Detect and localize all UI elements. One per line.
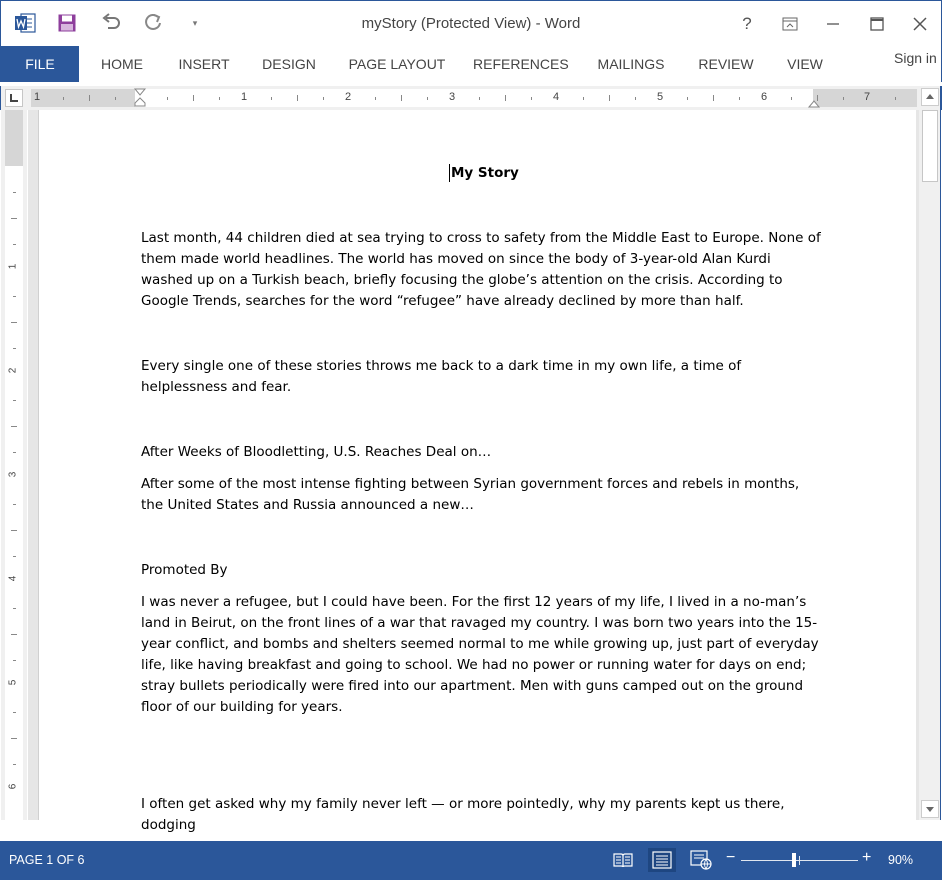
ruler-tick (635, 97, 636, 100)
read-mode-icon[interactable] (609, 848, 637, 872)
vertical-ruler-top-margin (5, 110, 23, 166)
vertical-ruler-tick (11, 426, 17, 427)
paragraph: Every single one of these stories throws me back to a dark time in my own life, a time of helplessness and fear. (141, 358, 742, 395)
ruler-number: 7 (864, 91, 871, 103)
vertical-ruler-tick (13, 244, 16, 245)
zoom-slider-thumb[interactable] (792, 853, 796, 867)
ruler-tick (427, 97, 428, 100)
left-tab-icon (10, 94, 18, 102)
tab-file[interactable]: FILE (1, 46, 79, 82)
ruler-left-margin (31, 89, 135, 107)
tab-design[interactable]: DESIGN (262, 56, 316, 72)
document-title: My Story (451, 165, 519, 181)
word-logo-icon[interactable] (12, 10, 38, 36)
vertical-ruler[interactable] (1, 110, 27, 820)
ruler-tick (739, 97, 740, 100)
ruler-tick (479, 97, 480, 100)
tab-mailings[interactable]: MAILINGS (597, 56, 665, 72)
ruler-tick (609, 95, 610, 101)
ruler-tick (219, 97, 220, 100)
ruler-tick (193, 95, 194, 101)
vertical-ruler-tick (11, 322, 17, 323)
title-bar (0, 0, 942, 46)
vertical-ruler-number: 5 (7, 679, 19, 686)
tab-view[interactable]: VIEW (787, 56, 823, 72)
web-layout-icon[interactable] (687, 848, 715, 872)
ruler-tick (375, 97, 376, 100)
print-layout-icon[interactable] (648, 848, 676, 872)
vertical-ruler-tick (13, 556, 16, 557)
ruler-number: 1 (241, 91, 248, 103)
ruler-tick (817, 95, 818, 101)
paragraph: After some of the most intense fighting between Syrian government forces and rebels in months, the United States and Russia announced a new… (141, 476, 800, 513)
paragraph: I often get asked why my family never left — or more pointedly, why my parents kept us there, dodging (141, 796, 785, 833)
ruler-number: 5 (657, 91, 664, 103)
ruler-tick (505, 95, 506, 101)
ruler-tick (531, 97, 532, 100)
ruler-tick (323, 97, 324, 100)
chevron-up-icon (926, 94, 934, 99)
document-canvas (28, 110, 919, 833)
ruler-number: 3 (449, 91, 456, 103)
customize-toolbar-icon[interactable]: ▾ (192, 17, 198, 28)
ruler-tick (297, 95, 298, 101)
tab-stop-selector[interactable] (5, 89, 23, 107)
paragraph: Promoted By (141, 562, 228, 578)
tab-review[interactable]: REVIEW (698, 56, 754, 72)
undo-icon[interactable] (98, 10, 124, 36)
vertical-ruler-number: 6 (7, 783, 19, 790)
vertical-ruler-number: 2 (7, 367, 19, 374)
maximize-icon[interactable] (862, 11, 892, 37)
paragraph: After Weeks of Bloodletting, U.S. Reaches Deal on… (141, 444, 492, 460)
paragraph: I was never a refugee, but I could have been. For the first 12 years of my life, I lived in a no-man’s land in Beirut, on the front lines of a war that ravaged my country. I was born two years into the 15-year conflict, and bombs and shelters seemed normal to me while growing up, just part of everyday life, like having breakfast and going to school. We had no power or running water for days on end; stray bullets periodically were fired into our apartment. Men with guns camped out on the ground floor of our building for years. (141, 594, 819, 715)
vertical-ruler-tick (13, 400, 16, 401)
vertical-scrollbar[interactable] (919, 86, 941, 820)
first-line-indent-marker[interactable] (135, 89, 145, 107)
ruler-tick (791, 97, 792, 100)
ruler-tick (843, 97, 844, 100)
ruler-tick (89, 95, 90, 101)
vertical-ruler-tick (13, 348, 16, 349)
redo-icon[interactable] (141, 10, 167, 36)
text-cursor (449, 164, 450, 182)
ruler-tick (167, 97, 168, 100)
vertical-ruler-track (5, 110, 23, 820)
chevron-down-icon (926, 807, 934, 812)
ruler-number: 4 (553, 91, 560, 103)
vertical-ruler-tick (11, 634, 17, 635)
ruler-tick (115, 97, 116, 100)
vertical-ruler-tick (13, 660, 16, 661)
vertical-ruler-number: 3 (7, 471, 19, 478)
scroll-up-button[interactable] (921, 88, 939, 106)
ruler-number: 6 (761, 91, 768, 103)
vertical-ruler-tick (13, 296, 16, 297)
tab-home[interactable]: HOME (101, 56, 143, 72)
vertical-ruler-tick (13, 504, 16, 505)
window-title: myStory (Protected View) - Word (361, 15, 581, 32)
sign-in-link[interactable]: Sign in (894, 50, 937, 66)
ruler-tick (271, 97, 272, 100)
scroll-thumb[interactable] (922, 110, 938, 182)
tab-references[interactable]: REFERENCES (473, 56, 569, 72)
ruler-tick (401, 95, 402, 101)
zoom-in-button[interactable]: + (862, 849, 872, 866)
vertical-ruler-tick (11, 738, 17, 739)
ruler-number: 1 (34, 91, 41, 103)
zoom-level[interactable]: 90% (888, 853, 914, 867)
minimize-icon[interactable] (818, 11, 848, 37)
tab-insert[interactable]: INSERT (178, 56, 230, 72)
zoom-out-button[interactable]: − (726, 849, 736, 866)
zoom-slider-center-mark (799, 856, 800, 865)
horizontal-ruler[interactable] (31, 89, 917, 107)
save-icon[interactable] (54, 10, 80, 36)
horizontal-ruler-bar (0, 86, 942, 110)
vertical-ruler-tick (11, 530, 17, 531)
vertical-ruler-tick (13, 452, 16, 453)
vertical-ruler-number: 1 (7, 263, 19, 270)
vertical-ruler-tick (13, 608, 16, 609)
vertical-ruler-tick (13, 764, 16, 765)
page-indicator[interactable]: PAGE 1 OF 6 (9, 853, 85, 867)
ruler-tick (687, 97, 688, 100)
vertical-ruler-tick (13, 712, 16, 713)
ribbon-tabs (0, 46, 942, 82)
status-bar (0, 841, 942, 880)
document-page[interactable] (38, 110, 916, 833)
ruler-tick (713, 95, 714, 101)
ruler-tick (583, 97, 584, 100)
vertical-ruler-number: 4 (7, 575, 19, 582)
vertical-ruler-tick (11, 218, 17, 219)
vertical-ruler-tick (13, 192, 16, 193)
ribbon-display-options-icon[interactable] (775, 11, 805, 37)
ruler-tick (63, 97, 64, 100)
tab-page-layout[interactable]: PAGE LAYOUT (348, 56, 446, 72)
scroll-down-button[interactable] (921, 800, 939, 818)
right-indent-marker[interactable] (809, 100, 819, 107)
ruler-number: 2 (345, 91, 352, 103)
ruler-tick (895, 97, 896, 100)
help-button[interactable]: ? (742, 14, 752, 33)
paragraph: Last month, 44 children died at sea trying to cross to safety from the Middle East to Europe. None of them made world headlines. The world has moved on since the body of 3-year-old Alan Kurdi washed up on a Turkish beach, briefly focusing the globe’s attention on the crisis. According to Google Trends, searches for the word “refugee” have already declined by more than half. (141, 230, 821, 309)
close-icon[interactable] (905, 11, 935, 37)
